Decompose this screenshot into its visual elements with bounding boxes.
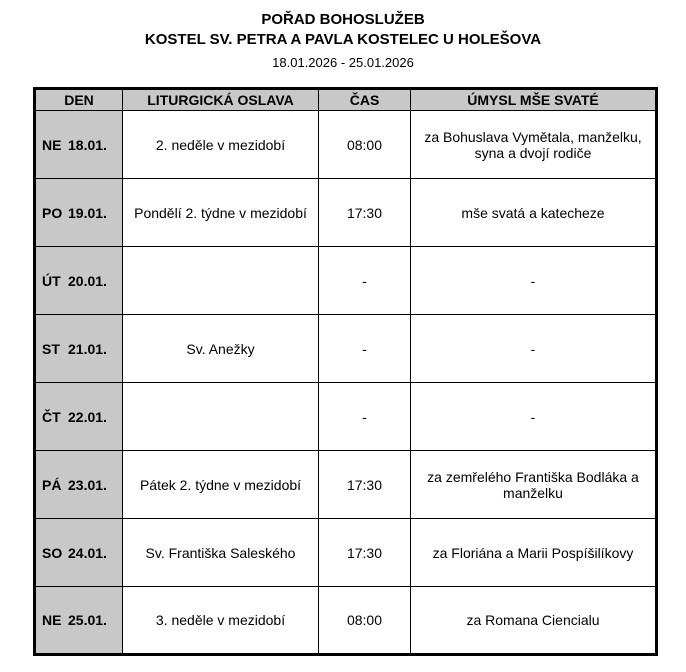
cell-time: 08:00 [319,111,411,179]
table-row [35,111,657,179]
cell-day [35,111,123,179]
schedule-table [33,87,658,656]
table-header [35,89,657,111]
day-abbr: ST [42,340,60,357]
church-name: KOSTEL SV. PETRA A PAVLA KOSTELEC U HOLEŠOVA [144,31,542,49]
day-abbr: SO [42,544,63,561]
cell-celebration: Sv. Františka Saleského [123,519,319,587]
day-abbr: ČT [42,408,61,425]
cell-celebration [123,247,319,315]
cell-intention: - [411,247,657,315]
day-abbr: NE [42,136,62,153]
day-abbr: PO [42,204,63,221]
day-abbr: NE [42,612,62,629]
cell-celebration: Pátek 2. týdne v mezidobí [123,451,319,519]
day-date: 22.01. [68,408,107,425]
cell-time: 17:30 [319,451,411,519]
date-range: 18.01.2026 - 25.01.2026 [272,54,414,70]
cell-celebration: Pondělí 2. týdne v mezidobí [123,179,319,247]
cell-intention: mše svatá a katecheze [411,179,657,247]
cell-intention: za Floriána a Marii Pospíšilíkovy [411,519,657,587]
cell-intention: - [411,383,657,451]
cell-time: 17:30 [319,519,411,587]
cell-day [35,179,123,247]
day-date: 20.01. [68,272,107,289]
day-date: 24.01. [68,544,107,561]
cell-time: - [319,247,411,315]
day-date: 19.01. [68,204,107,221]
cell-celebration [123,383,319,451]
cell-time: 08:00 [319,587,411,655]
column-header-umysl: ÚMYSL MŠE SVATÉ [411,89,657,111]
day-date: 23.01. [68,476,107,493]
table-header-row [35,89,657,111]
cell-intention: za Bohuslava Vymětala, manželku, syna a dvojí rodiče [411,111,657,179]
cell-intention: za Romana Ciencialu [411,587,657,655]
table-row [35,451,657,519]
cell-day [35,519,123,587]
cell-day [35,451,123,519]
day-abbr: ÚT [42,272,61,289]
document-title-block [0,10,686,71]
cell-time: - [319,315,411,383]
day-date: 18.01. [68,136,107,153]
table-row [35,179,657,247]
cell-celebration: 2. neděle v mezidobí [123,111,319,179]
table-body [35,111,657,655]
day-date: 21.01. [68,340,107,357]
column-header-den: DEN [35,89,123,111]
cell-day [35,383,123,451]
day-abbr: PÁ [42,476,62,493]
table-row [35,383,657,451]
cell-day [35,247,123,315]
table-row [35,247,657,315]
table-row [35,587,657,655]
cell-celebration: 3. neděle v mezidobí [123,587,319,655]
day-date: 25.01. [68,612,107,629]
cell-time: - [319,383,411,451]
cell-celebration: Sv. Anežky [123,315,319,383]
table-row [35,315,657,383]
document-title: POŘAD BOHOSLUŽEB [261,11,425,28]
cell-intention: za zemřelého Františka Bodláka a manželku [411,451,657,519]
cell-day [35,587,123,655]
cell-time: 17:30 [319,179,411,247]
column-header-liturgicka-oslava: LITURGICKÁ OSLAVA [123,89,319,111]
cell-intention: - [411,315,657,383]
table-row [35,519,657,587]
cell-day [35,315,123,383]
column-header-cas: ČAS [319,89,411,111]
